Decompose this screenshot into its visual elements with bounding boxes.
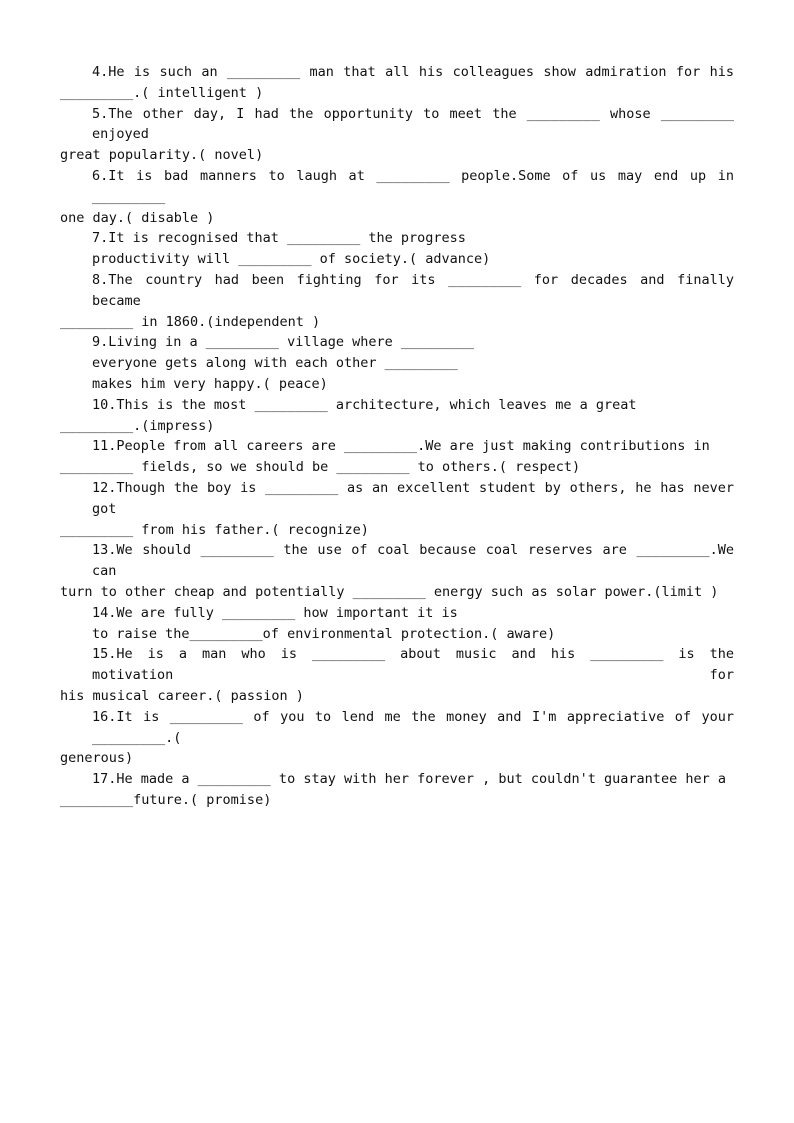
exercise-item-4 <box>60 62 734 104</box>
exercise-line: 16.It is _________ of you to lend me the money and I'm appreciative of your _________.( <box>92 708 734 746</box>
exercise-line: 7.It is recognised that _________ the progress <box>92 230 466 247</box>
exercise-line: _________future.( promise) <box>60 791 272 808</box>
exercise-item-7 <box>60 228 734 270</box>
exercise-line: his musical career.( passion ) <box>60 687 304 704</box>
exercise-line: 15.He is a man who is _________ about music and his _________ is the motivation for <box>92 646 734 684</box>
exercise-item-13 <box>60 540 734 602</box>
exercise-line: one day.( disable ) <box>60 209 215 226</box>
exercise-line: _________ in 1860.(independent ) <box>60 313 321 330</box>
exercise-item-6 <box>60 166 734 228</box>
exercise-line: _________.(impress) <box>60 417 215 434</box>
exercise-item-11 <box>60 436 734 478</box>
exercise-line: _________ fields, so we should be _________ to others.( respect) <box>60 459 581 476</box>
worksheet-page <box>60 62 734 811</box>
exercise-line: 5.The other day, I had the opportunity to meet the _________ whose _________ enjoyed <box>92 105 734 143</box>
exercise-line: turn to other cheap and potentially _________ energy such as solar power.(limit ) <box>60 583 719 600</box>
exercise-line: 17.He made a _________ to stay with her forever , but couldn't guarantee her a <box>92 771 726 788</box>
exercise-line: 8.The country had been fighting for its _________ for decades and finally became <box>92 271 734 309</box>
exercise-item-12 <box>60 478 734 540</box>
exercise-item-9 <box>60 332 734 394</box>
exercise-line: 14.We are fully _________ how important it is <box>92 604 458 621</box>
exercise-line: 6.It is bad manners to laugh at _________ people.Some of us may end up in _________ <box>92 167 734 205</box>
exercise-item-10 <box>60 395 734 437</box>
exercise-line: to raise the_________of environmental protection.( aware) <box>92 625 556 642</box>
exercise-line: great popularity.( novel) <box>60 147 264 164</box>
exercise-line: makes him very happy.( peace) <box>92 375 328 392</box>
exercise-line: 12.Though the boy is _________ as an excellent student by others, he has never got <box>92 479 734 517</box>
exercise-item-14 <box>60 603 734 645</box>
exercise-line: _________ from his father.( recognize) <box>60 521 369 538</box>
exercise-line: 10.This is the most _________ architecture, which leaves me a great <box>92 396 637 413</box>
exercise-item-15 <box>60 644 734 706</box>
exercise-line: _________.( intelligent ) <box>60 84 264 101</box>
exercise-line: 4.He is such an _________ man that all his colleagues show admiration for his <box>92 64 734 80</box>
exercise-item-16 <box>60 707 734 769</box>
exercise-line: 9.Living in a _________ village where _________ <box>92 334 475 351</box>
exercise-line: everyone gets along with each other _________ <box>92 355 458 372</box>
exercise-line: generous) <box>60 750 134 767</box>
exercise-item-5 <box>60 104 734 166</box>
exercise-item-17 <box>60 769 734 811</box>
exercise-line: 13.We should _________ the use of coal because coal reserves are _________.We can <box>92 542 734 580</box>
exercise-item-8 <box>60 270 734 332</box>
exercise-line: productivity will _________ of society.( advance) <box>92 251 491 268</box>
exercise-line: 11.People from all careers are _________.We are just making contributions in <box>92 438 710 455</box>
